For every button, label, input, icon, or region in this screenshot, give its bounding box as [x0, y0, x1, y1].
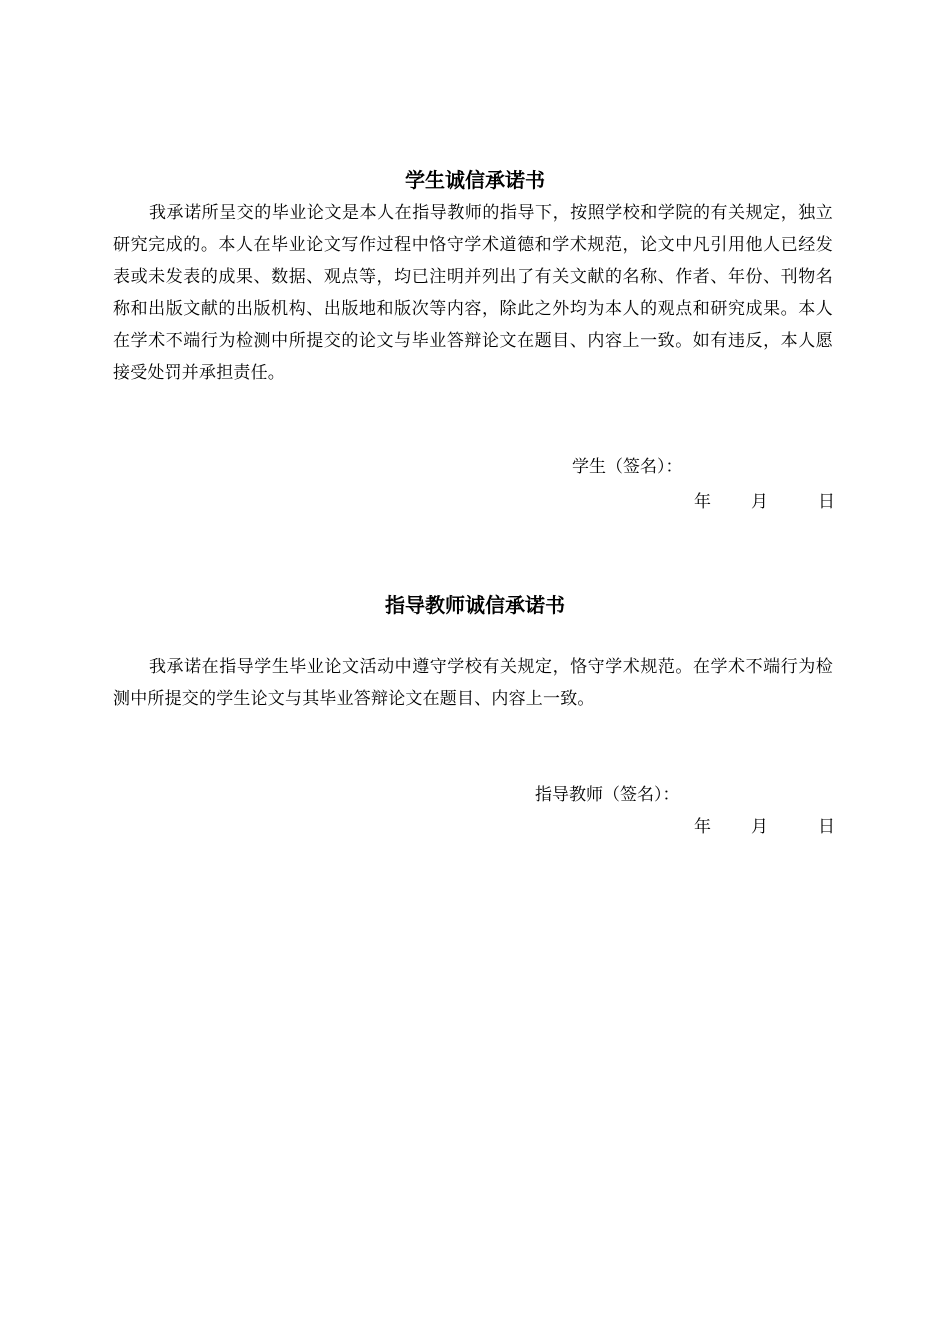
student-pledge-body: 我承诺所呈交的毕业论文是本人在指导教师的指导下，按照学校和学院的有关规定，独立研究完成的。本人在毕业论文写作过程中恪守学术道德和学术规范，论文中凡引用他人已经发表或未发表的成果、数据、观点等，均已注明并列出了有关文献的名称、作者、年份、刊物名称和出版文献的出版机构、出版地和版次等内容，除此之外均为本人的观点和研究成果。本人在学术不端行为检测中所提交的论文与毕业答辩论文在题目、内容上一致。如有违反，本人愿接受处罚并承担责任。 [113, 203, 833, 383]
advisor-signature-label: 指导教师（签名）： [535, 785, 680, 805]
advisor-date-month: 月 [751, 817, 768, 837]
advisor-date-day: 日 [818, 817, 835, 837]
student-date-year: 年 [694, 492, 711, 512]
student-date-day: 日 [818, 492, 835, 512]
advisor-pledge-body: 我承诺在指导学生毕业论文活动中遵守学校有关规定，恪守学术规范。在学术不端行为检测中所提交的学生论文与其毕业答辩论文在题目、内容上一致。 [113, 657, 833, 709]
student-pledge-title: 学生诚信承诺书 [405, 168, 545, 192]
advisor-date-line [694, 815, 844, 839]
student-date-line [694, 490, 844, 514]
student-signature-label: 学生（签名）： [572, 457, 683, 477]
advisor-pledge-title: 指导教师诚信承诺书 [385, 593, 565, 617]
advisor-date-year: 年 [694, 817, 711, 837]
student-date-month: 月 [751, 492, 768, 512]
